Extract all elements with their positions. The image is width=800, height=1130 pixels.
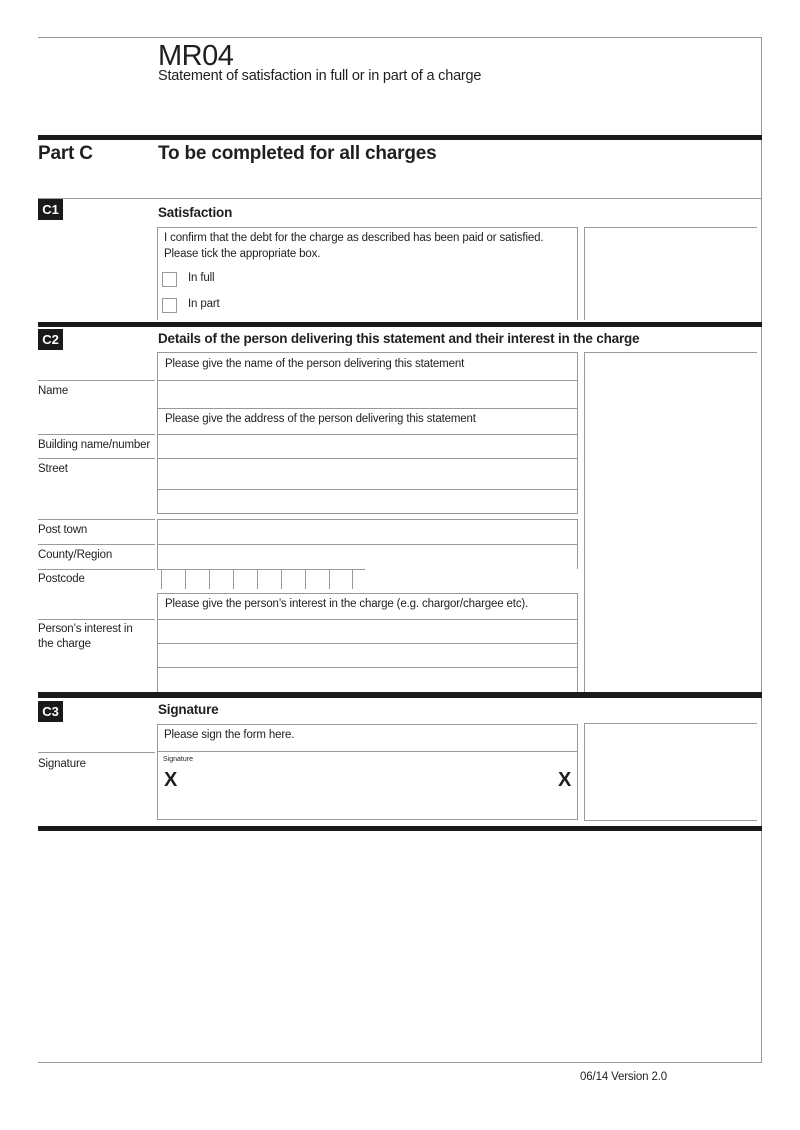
county-label: County/Region — [38, 549, 113, 561]
post-town-field[interactable] — [157, 519, 578, 544]
form-subtitle: Statement of satisfaction in full or in part of a charge — [158, 68, 482, 84]
c1-badge: C1 — [38, 199, 63, 220]
street-label: Street — [38, 463, 68, 475]
postcode-cell[interactable] — [209, 570, 233, 589]
c2-address-prompt: Please give the address of the person delivering this statement — [165, 413, 476, 425]
interest-label: Person’s interest in the charge — [38, 623, 133, 650]
form-code: MR04 — [158, 40, 234, 72]
postcode-cell[interactable] — [329, 570, 353, 589]
c2-interest-prompt: Please give the person’s interest in the charge (e.g. chargor/chargee etc). — [165, 598, 529, 610]
c1-confirm-text: I confirm that the debt for the charge as described has been paid or satisfied. — [164, 232, 544, 244]
checkbox-in-part[interactable] — [162, 298, 177, 313]
postcode-cell[interactable] — [257, 570, 281, 589]
page-top-rule — [38, 37, 762, 38]
building-label: Building name/number — [38, 439, 151, 451]
name-label: Name — [38, 385, 69, 397]
county-label-rule — [38, 544, 155, 545]
interest-label-rule — [38, 619, 155, 620]
signature-box-divider — [157, 751, 578, 752]
street-label-rule — [38, 458, 155, 459]
checkbox-in-full[interactable] — [162, 272, 177, 287]
c3-side-box — [584, 723, 757, 821]
name-label-rule — [38, 380, 155, 381]
c1-tick-text: Please tick the appropriate box. — [164, 248, 321, 260]
c2-bar — [38, 322, 762, 327]
c1-heading: Satisfaction — [158, 205, 233, 220]
county-field[interactable] — [157, 544, 578, 569]
street-field-2[interactable] — [157, 489, 578, 514]
part-c-bar — [38, 135, 762, 140]
interest-field-3[interactable] — [157, 667, 578, 692]
c1-rule — [38, 198, 762, 199]
checkbox-in-part-label: In part — [188, 298, 220, 310]
signature-x-left: X — [164, 769, 178, 791]
c1-side-box — [584, 227, 757, 320]
name-field[interactable] — [157, 380, 578, 408]
c3-bar — [38, 692, 762, 698]
c3-bottom-bar — [38, 826, 762, 831]
c2-address-prompt-box — [157, 408, 578, 434]
page-bottom-rule — [38, 1062, 762, 1063]
postcode-cell[interactable] — [185, 570, 209, 589]
interest-field-1[interactable] — [157, 619, 578, 643]
signature-x-right: X — [558, 769, 572, 791]
postcode-cells — [161, 570, 353, 589]
page-right-rule — [761, 37, 762, 1063]
c2-side-box — [584, 352, 757, 692]
c3-heading: Signature — [158, 702, 219, 717]
c2-name-prompt: Please give the name of the person delivering this statement — [165, 358, 465, 370]
postcode-label-rule — [38, 569, 155, 570]
checkbox-in-full-label: In full — [188, 272, 215, 284]
version-text: 06/14 Version 2.0 — [580, 1071, 667, 1083]
c2-badge: C2 — [38, 329, 63, 350]
part-c-label: Part C — [38, 143, 93, 164]
street-field[interactable] — [157, 458, 578, 489]
interest-field-2[interactable] — [157, 643, 578, 667]
postcode-cell[interactable] — [305, 570, 329, 589]
postcode-cell[interactable] — [281, 570, 305, 589]
c3-prompt: Please sign the form here. — [164, 729, 295, 741]
c2-interest-prompt-box — [157, 593, 578, 619]
building-label-rule — [38, 434, 155, 435]
c3-badge: C3 — [38, 701, 63, 722]
signature-inner-label: Signature — [163, 756, 193, 763]
signature-label: Signature — [38, 758, 86, 770]
postcode-cell[interactable] — [233, 570, 257, 589]
c2-heading: Details of the person delivering this statement and their interest in the charge — [158, 331, 640, 346]
postcode-cell[interactable] — [161, 570, 185, 589]
signature-label-rule — [38, 752, 155, 753]
part-c-title: To be completed for all charges — [158, 143, 437, 164]
c2-name-prompt-box — [157, 352, 578, 380]
post-town-label-rule — [38, 519, 155, 520]
building-field[interactable] — [157, 434, 578, 458]
postcode-label: Postcode — [38, 573, 85, 585]
post-town-label: Post town — [38, 524, 88, 536]
